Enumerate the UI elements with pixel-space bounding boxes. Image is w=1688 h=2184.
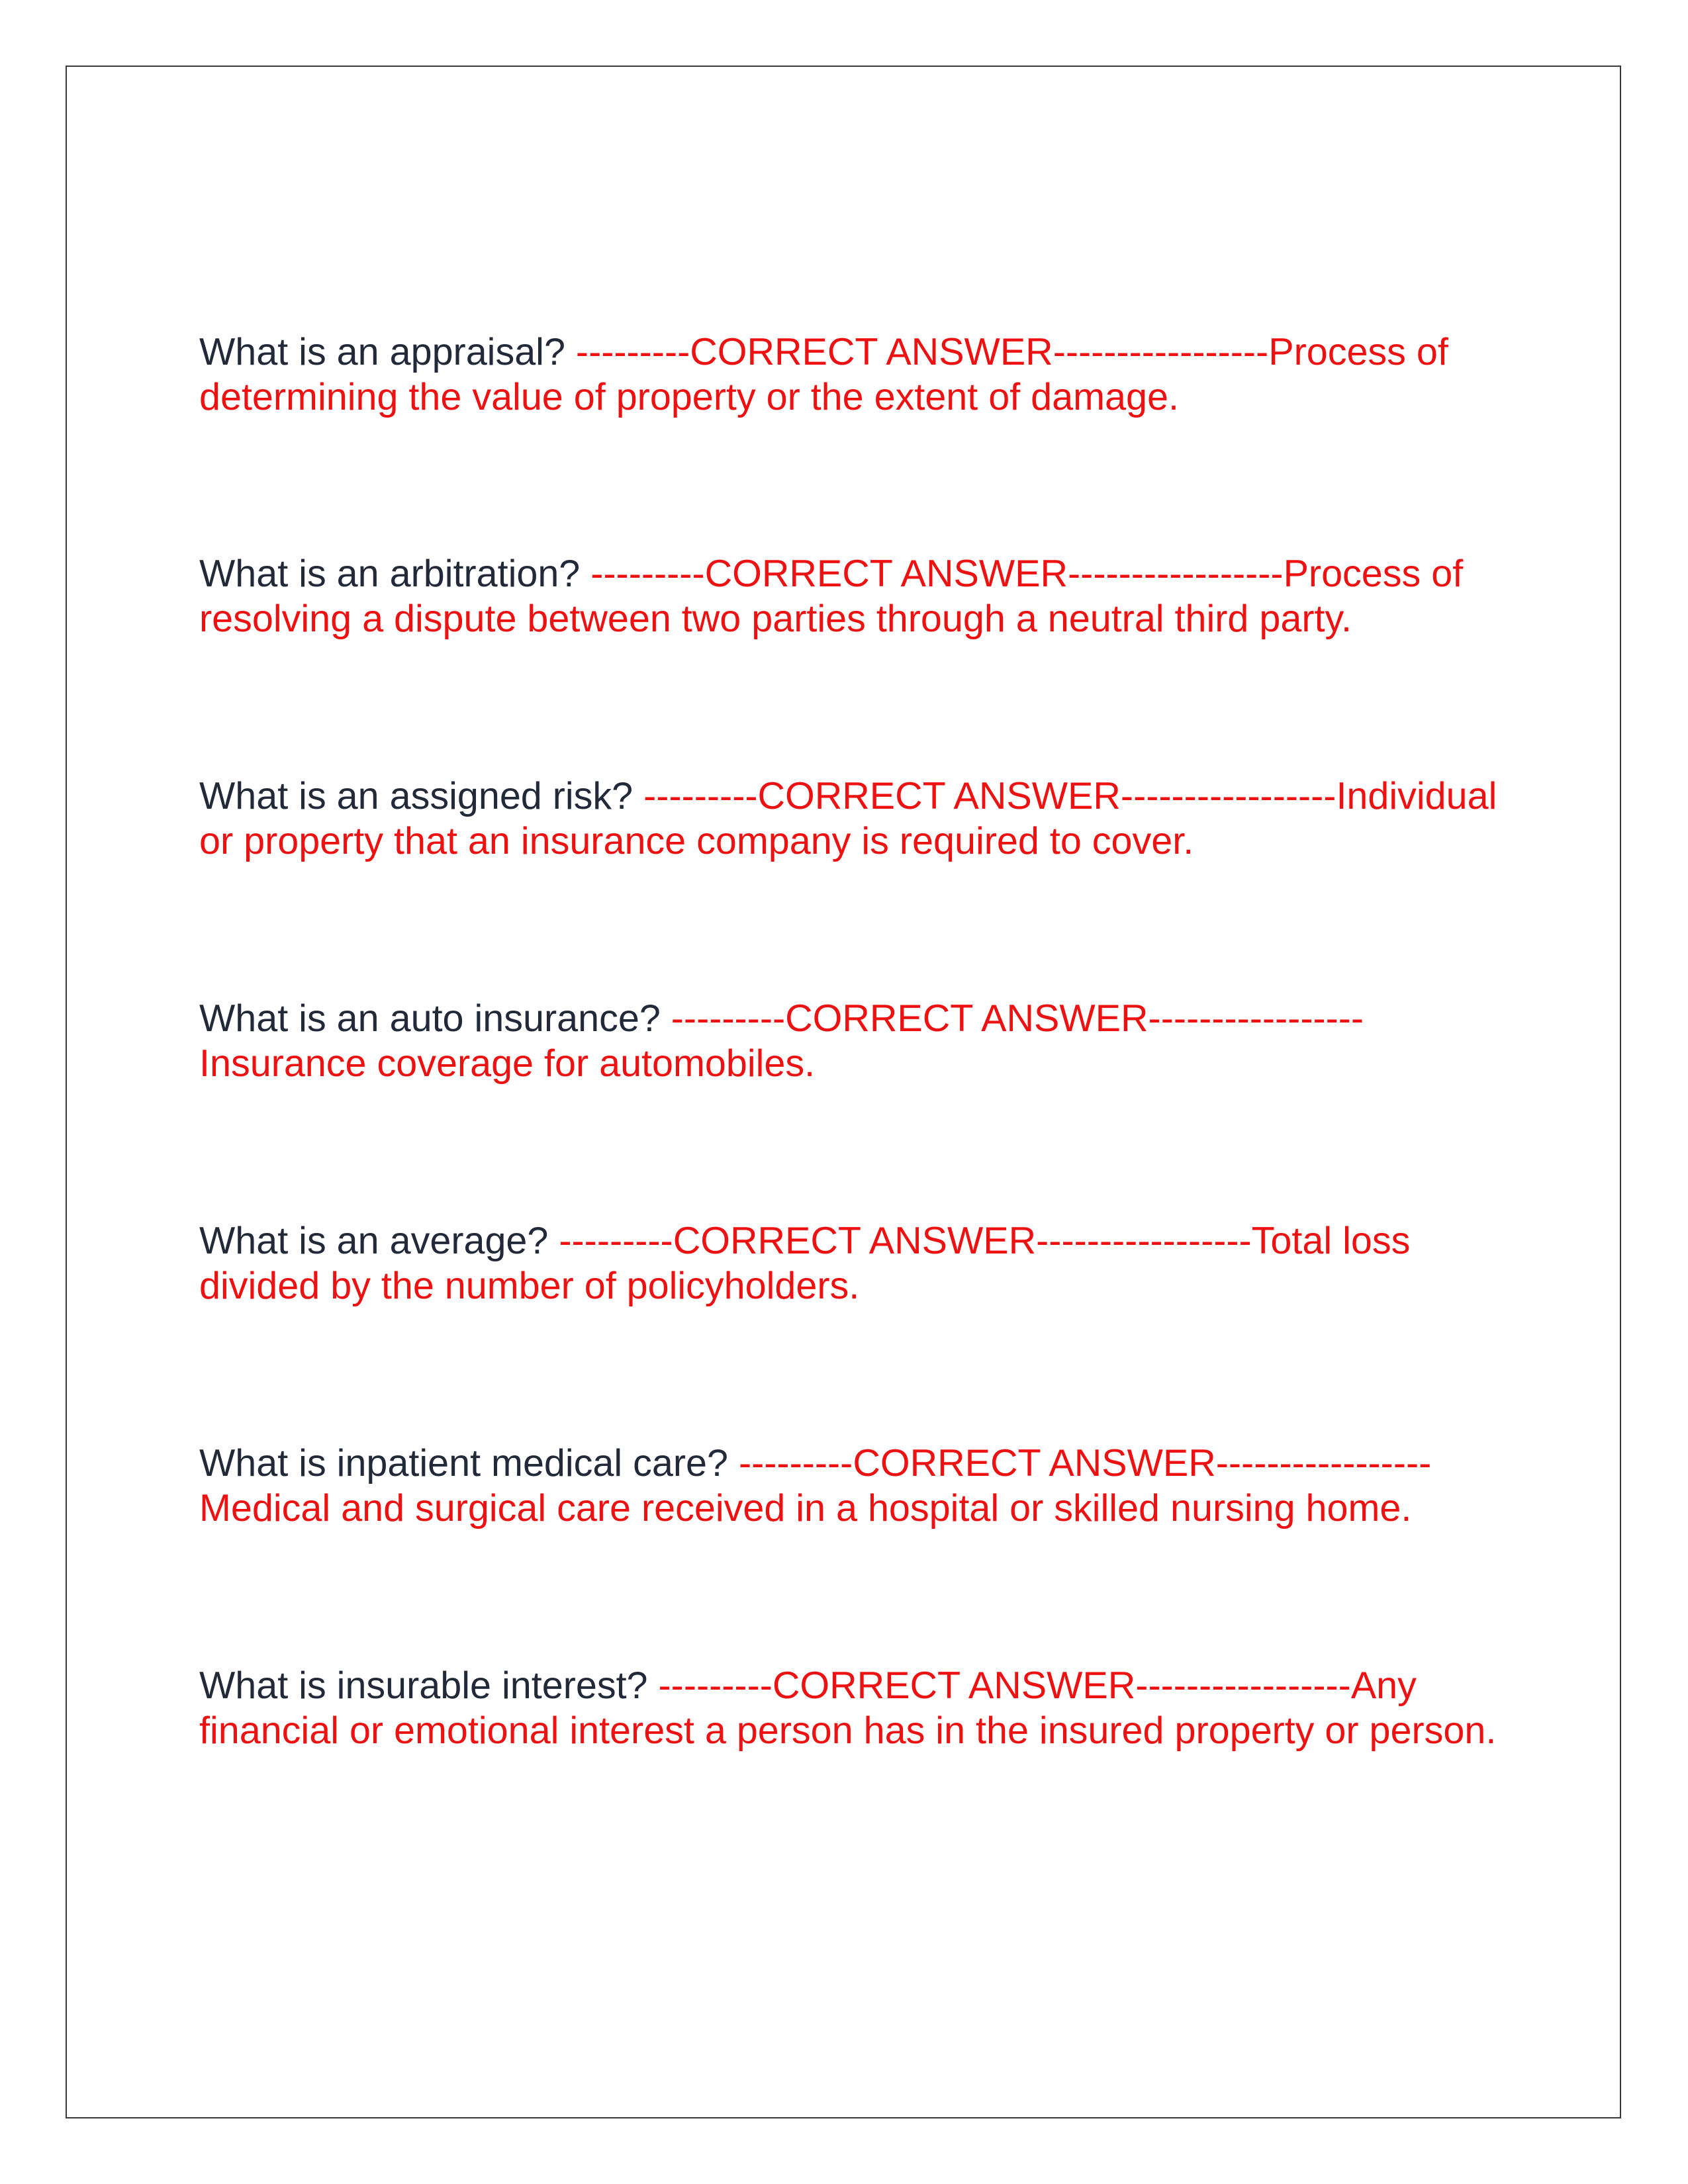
qa-item-arbitration [199,551,1517,641]
qa-item-appraisal [199,330,1517,420]
answer-text: Medical and surgical care received in a hospital or skilled nursing home. [199,1487,1412,1529]
answer-marker: ---------CORRECT ANSWER----------------- [559,1220,1252,1262]
answer-text: Insurance coverage for automobiles. [199,1042,816,1085]
answer-text: Total loss divided by the number of policyholders. [199,1220,1411,1307]
answer-marker: ---------CORRECT ANSWER----------------- [643,775,1336,817]
question-text: What is inpatient medical care? [199,1442,728,1484]
answer-marker: ---------CORRECT ANSWER----------------- [738,1442,1432,1484]
answer-marker: ---------CORRECT ANSWER----------------- [575,331,1269,373]
answer-marker: ---------CORRECT ANSWER----------------- [590,553,1284,595]
question-text: What is insurable interest? [199,1664,648,1707]
qa-item-inpatient-medical-care [199,1441,1517,1531]
answer-text: Process of determining the value of property or the extent of damage. [199,331,1448,418]
qa-item-assigned-risk [199,774,1517,864]
question-text: What is an appraisal? [199,331,565,373]
answer-marker: ---------CORRECT ANSWER----------------- [671,997,1364,1040]
question-text: What is an auto insurance? [199,997,661,1040]
answer-text: Individual or property that an insurance company is required to cover. [199,775,1497,862]
question-text: What is an average? [199,1220,549,1262]
answer-text: Any financial or emotional interest a person has in the insured property or person. [199,1664,1497,1752]
qa-item-average [199,1218,1517,1308]
question-text: What is an arbitration? [199,553,581,595]
question-text: What is an assigned risk? [199,775,633,817]
qa-item-auto-insurance [199,996,1517,1086]
answer-text: Process of resolving a dispute between two parties through a neutral third party. [199,553,1464,640]
qa-item-insurable-interest [199,1663,1517,1753]
answer-marker: ---------CORRECT ANSWER----------------- [658,1664,1351,1707]
